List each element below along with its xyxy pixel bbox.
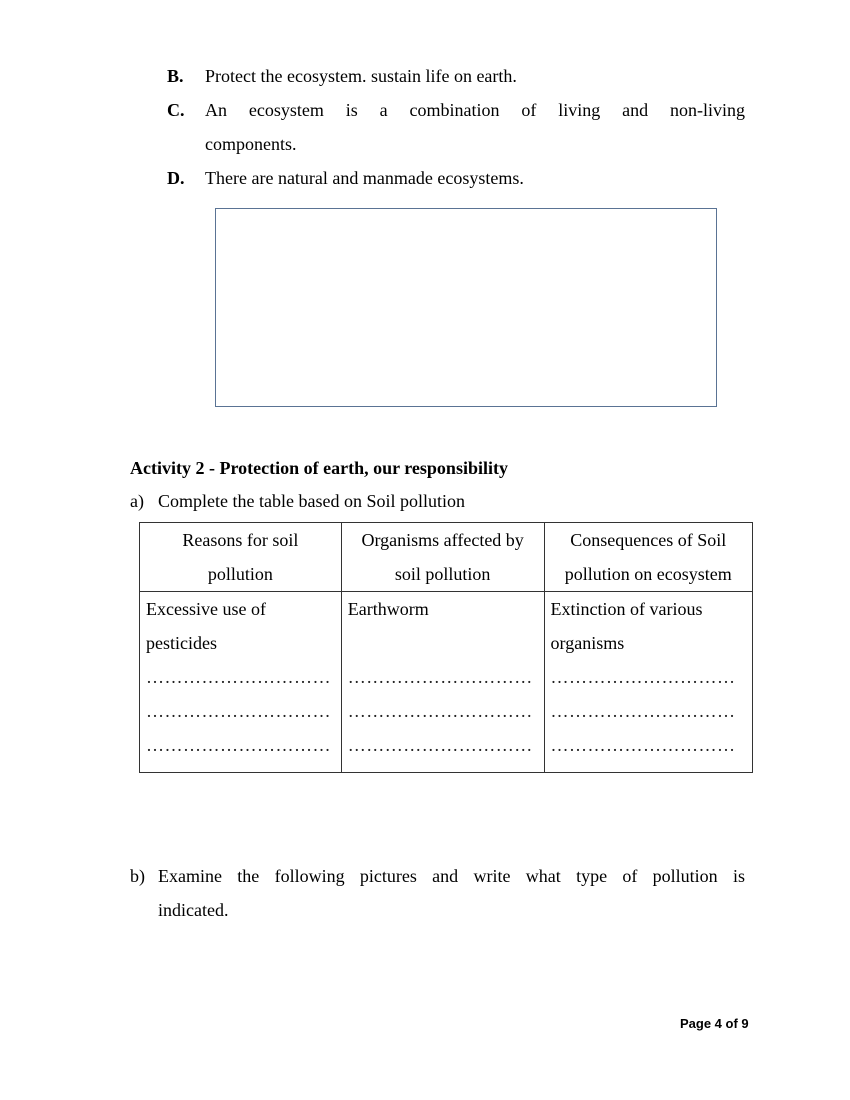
header-organisms-line2: soil pollution: [394, 564, 491, 584]
answer-dots[interactable]: …………………………: [347, 667, 533, 687]
question-b-text-line1: Examine the following pictures and write what type of pollution is: [158, 866, 745, 886]
option-b-letter: B.: [167, 66, 184, 86]
answer-dots[interactable]: …………………………: [146, 667, 331, 687]
question-b-number: b): [130, 866, 145, 886]
answer-dots[interactable]: …………………………: [550, 701, 736, 721]
question-b-text-line2: indicated.: [158, 900, 229, 920]
question-b: [130, 859, 745, 927]
activity-title: Activity 2 - Protection of earth, our responsibility: [130, 458, 508, 478]
option-c: [167, 93, 747, 161]
answer-dots[interactable]: …………………………: [347, 735, 533, 755]
cell-reasons-line2: pesticides: [146, 633, 217, 653]
option-c-text-line2: components.: [205, 134, 297, 154]
option-c-text-line1: An ecosystem is a combination of living and non-living: [205, 100, 745, 120]
answer-box[interactable]: [215, 208, 717, 407]
option-c-letter: C.: [167, 100, 185, 120]
header-reasons-line1: Reasons for soil: [182, 530, 299, 550]
header-organisms: [341, 523, 544, 592]
cell-organisms-line1: Earthworm: [347, 599, 429, 619]
soil-pollution-table: [139, 522, 753, 773]
answer-dots[interactable]: …………………………: [146, 735, 331, 755]
header-consequences: [544, 523, 752, 592]
answer-dots[interactable]: …………………………: [146, 701, 331, 721]
header-consequences-line1: Consequences of Soil: [570, 530, 727, 550]
cell-consequences-line1: Extinction of various: [550, 599, 703, 619]
option-d-text: There are natural and manmade ecosystems.: [205, 168, 524, 188]
cell-reasons[interactable]: [140, 592, 342, 773]
header-reasons-line2: pollution: [207, 564, 273, 584]
header-organisms-line1: Organisms affected by: [361, 530, 524, 550]
question-a-text: Complete the table based on Soil pollution: [158, 491, 465, 511]
header-reasons: [140, 523, 342, 592]
cell-reasons-line1: Excessive use of: [146, 599, 266, 619]
table-row: [140, 592, 753, 773]
question-a-number: a): [130, 491, 144, 511]
answer-dots[interactable]: …………………………: [550, 667, 736, 687]
cell-organisms-line2: [348, 626, 538, 660]
answer-dots[interactable]: …………………………: [347, 701, 533, 721]
cell-organisms[interactable]: [341, 592, 544, 773]
option-b-text: Protect the ecosystem. sustain life on earth.: [205, 66, 517, 86]
cell-consequences-line2: organisms: [550, 633, 625, 653]
answer-dots[interactable]: …………………………: [550, 735, 736, 755]
cell-consequences[interactable]: [544, 592, 752, 773]
table-header-row: [140, 523, 753, 592]
option-d-letter: D.: [167, 168, 185, 188]
header-consequences-line2: pollution on ecosystem: [564, 564, 732, 584]
page-number: Page 4 of 9: [680, 1016, 749, 1031]
